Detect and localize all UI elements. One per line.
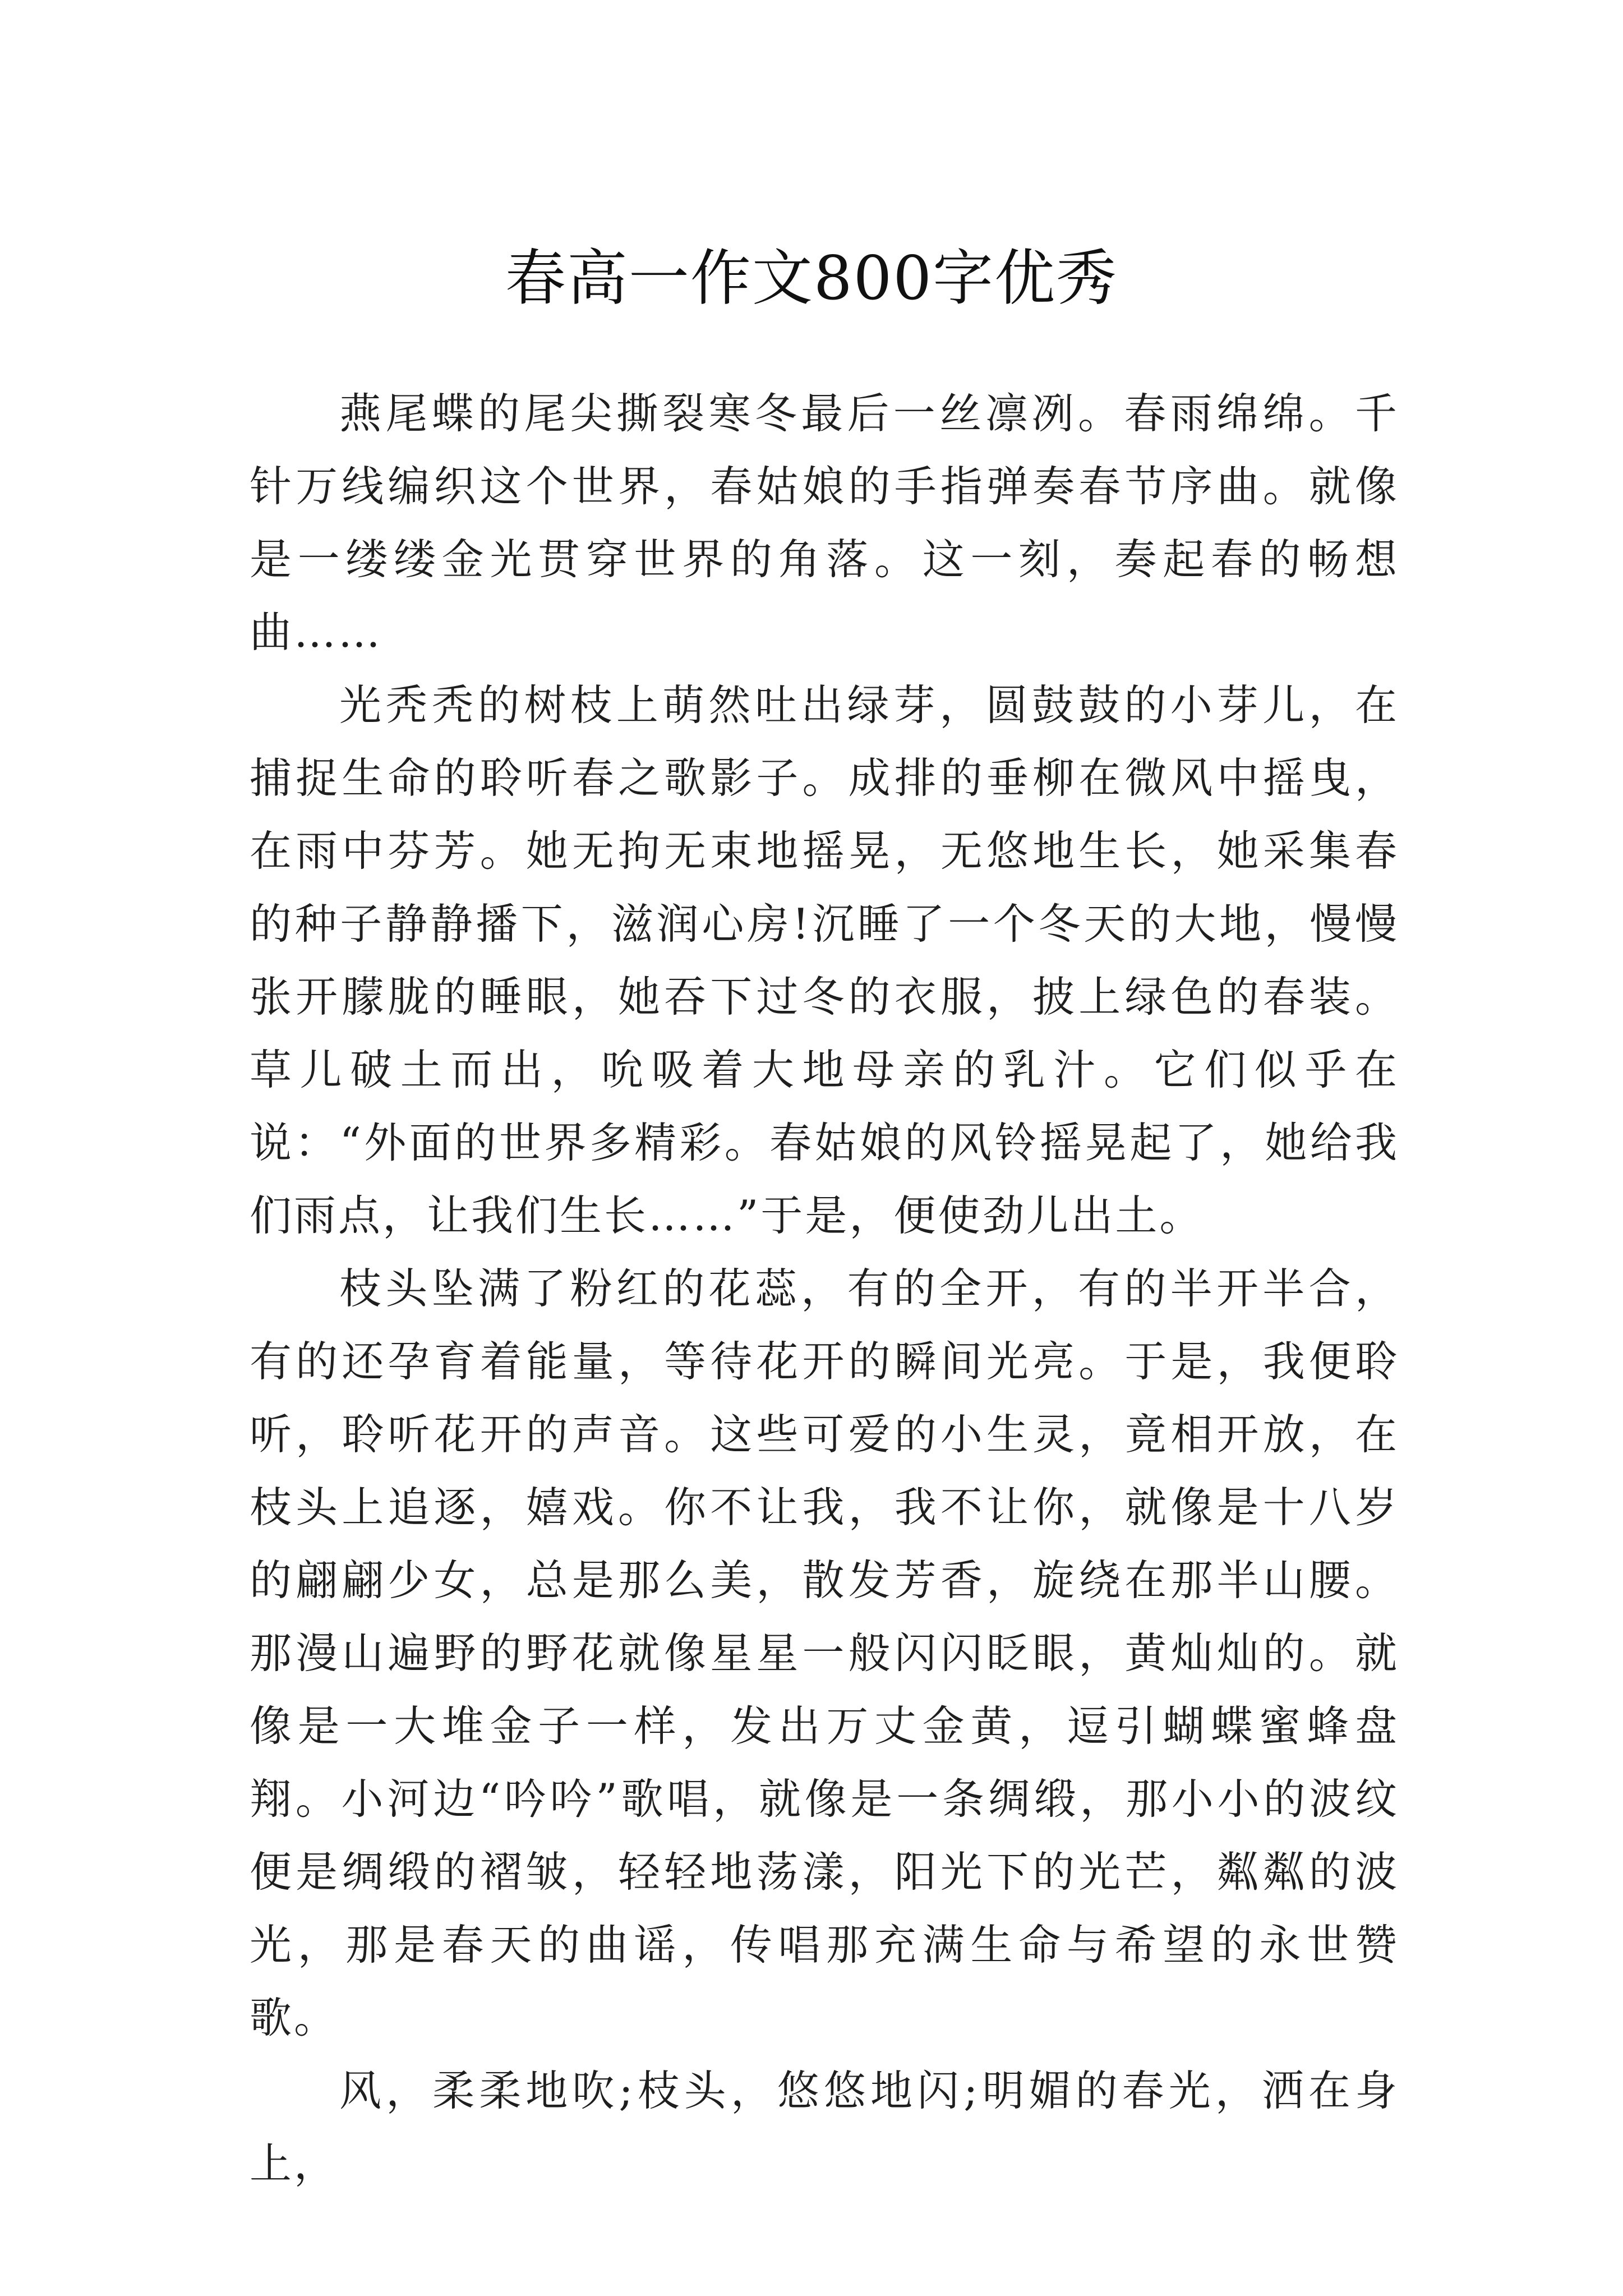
document-title: 春高一作文800字优秀 bbox=[505, 243, 1118, 314]
paragraph-3: 枝头坠满了粉红的花蕊，有的全开，有的半开半合，有的还孕育着能量，等待花开的瞬间光亮。于是，我便聆听，聆听花开的声音。这些可爱的小生灵，竟相开放，在枝头上追逐，嬉戏。你不让我，我不让你，就像是十八岁的翩翩少女，总是那么美，散发芳香，旋绕在那半山腰。那漫山遍野的野花就像星星一般闪闪眨眼，黄灿灿的。就像是一大堆金子一样，发出万丈金黄，逗引蝴蝶蜜蜂盘翔。小河边“吟吟”歌唱，就像是一条绸缎，那小小的波纹便是绸缎的褶皱，轻轻地荡漾，阳光下的光芒，粼粼的波光，那是春天的曲谣，传唱那充满生命与希望的永世赞歌。 bbox=[250, 1264, 1399, 2042]
document-body bbox=[250, 377, 1399, 2200]
paragraph-4: 风，柔柔地吹;枝头，悠悠地闪;明媚的春光，洒在身上， bbox=[250, 2066, 1399, 2188]
paragraph-2: 光秃秃的树枝上萌然吐出绿芽，圆鼓鼓的小芽儿，在捕捉生命的聆听春之歌影子。成排的垂柳在微风中摇曳，在雨中芬芳。她无拘无束地摇晃，无悠地生长，她采集春的种子静静播下，滋润心房!沉睡了一个冬天的大地，慢慢张开朦胧的睡眼，她吞下过冬的衣服，披上绿色的春装。草儿破土而出，吮吸着大地母亲的乳汁。它们似乎在说：“外面的世界多精彩。春姑娘的风铃摇晃起了，她给我们雨点，让我们生长……”于是，便使劲儿出土。 bbox=[250, 680, 1399, 1240]
paragraph-1: 燕尾蝶的尾尖撕裂寒冬最后一丝凛冽。春雨绵绵。千针万线编织这个世界，春姑娘的手指弹奏春节序曲。就像是一缕缕金光贯穿世界的角落。这一刻，奏起春的畅想曲…… bbox=[250, 389, 1399, 657]
